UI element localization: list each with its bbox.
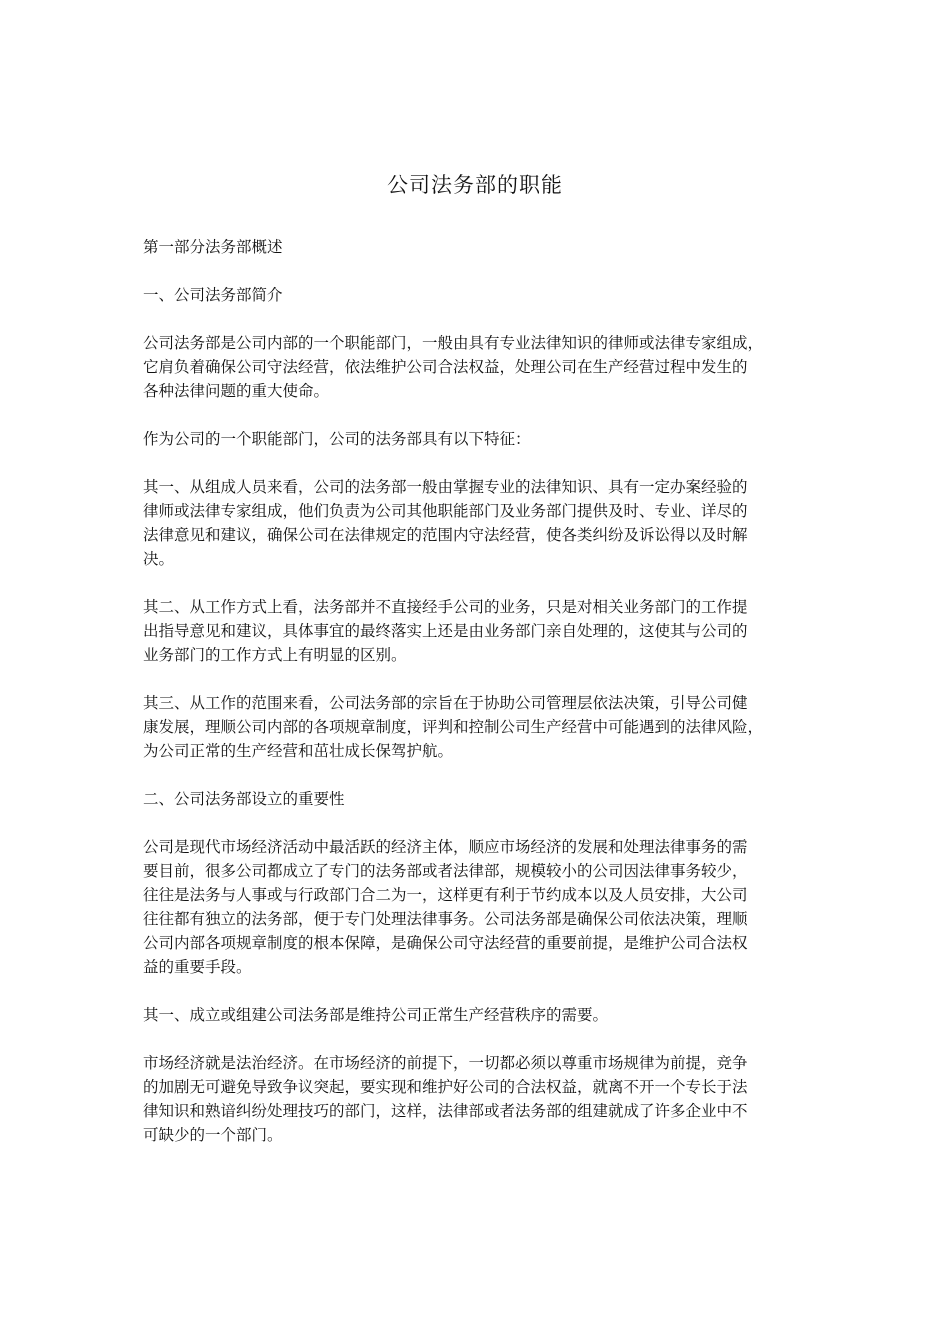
document-body xyxy=(143,235,833,1171)
text-line: 往往都有独立的法务部，便于专门处理法律事务。公司法务部是确保公司依法决策，理顺 xyxy=(143,910,748,928)
paragraph-feature-1 xyxy=(143,475,833,571)
text-line: 为公司正常的生产经营和茁壮成长保驾护航。 xyxy=(143,742,454,760)
text-line: 法律意见和建议，确保公司在法律规定的范围内守法经营，使各类纠纷及诉讼得以及时解 xyxy=(143,526,748,544)
text-line: 的加剧无可避免导致争议突起，要实现和维护好公司的合法权益，就离不开一个专长于法 xyxy=(143,1078,748,1096)
text-line: 作为公司的一个职能部门，公司的法务部具有以下特征： xyxy=(143,430,531,448)
text-line: 往往是法务与人事或与行政部门合二为一，这样更有利于节约成本以及人员安排，大公司 xyxy=(143,886,748,904)
text-line: 要目前，很多公司都成立了专门的法务部或者法律部，规模较小的公司因法律事务较少， xyxy=(143,862,748,880)
paragraph-importance xyxy=(143,835,833,979)
text-line: 其二、从工作方式上看，法务部并不直接经手公司的业务，只是对相关业务部门的工作提 xyxy=(143,598,748,616)
text-line: 各种法律问题的重大使命。 xyxy=(143,382,330,400)
text-line: 市场经济就是法治经济。在市场经济的前提下，一切都必须以尊重市场规律为前提，竞争 xyxy=(143,1054,748,1072)
paragraph-features-lead xyxy=(143,427,833,451)
section-heading-2: 二、公司法务部设立的重要性 xyxy=(143,790,345,808)
paragraph-reason-1 xyxy=(143,1003,833,1027)
text-line: 其一、成立或组建公司法务部是维持公司正常生产经营秩序的需要。 xyxy=(143,1006,609,1024)
paragraph-market-economy xyxy=(143,1051,833,1147)
text-line: 出指导意见和建议，具体事宜的最终落实上还是由业务部门亲自处理的，这使其与公司的 xyxy=(143,622,748,640)
text-line: 康发展，理顺公司内部的各项规章制度，评判和控制公司生产经营中可能遇到的法律风险， xyxy=(143,718,764,736)
text-line: 律知识和熟谙纠纷处理技巧的部门，这样，法律部或者法务部的组建就成了许多企业中不 xyxy=(143,1102,748,1120)
text-line: 业务部门的工作方式上有明显的区别。 xyxy=(143,646,407,664)
part-heading: 第一部分法务部概述 xyxy=(143,238,283,256)
document-title: 公司法务部的职能 xyxy=(387,173,563,197)
text-line: 其三、从工作的范围来看，公司法务部的宗旨在于协助公司管理层依法决策，引导公司健 xyxy=(143,694,748,712)
text-line: 公司内部各项规章制度的根本保障，是确保公司守法经营的重要前提，是维护公司合法权 xyxy=(143,934,748,952)
paragraph-feature-3 xyxy=(143,691,833,763)
paragraph-feature-2 xyxy=(143,595,833,667)
text-line: 公司法务部是公司内部的一个职能部门，一般由具有专业法律知识的律师或法律专家组成， xyxy=(143,334,764,352)
text-line: 律师或法律专家组成，他们负责为公司其他职能部门及业务部门提供及时、专业、详尽的 xyxy=(143,502,748,520)
text-line: 它肩负着确保公司守法经营，依法维护公司合法权益，处理公司在生产经营过程中发生的 xyxy=(143,358,748,376)
text-line: 公司是现代市场经济活动中最活跃的经济主体，顺应市场经济的发展和处理法律事务的需 xyxy=(143,838,748,856)
text-line: 益的重要手段。 xyxy=(143,958,252,976)
section-heading-1: 一、公司法务部简介 xyxy=(143,286,283,304)
paragraph-intro xyxy=(143,331,833,403)
text-line: 可缺少的一个部门。 xyxy=(143,1126,283,1144)
text-line: 其一、从组成人员来看，公司的法务部一般由掌握专业的法律知识、具有一定办案经验的 xyxy=(143,478,748,496)
text-line: 决。 xyxy=(143,550,175,568)
